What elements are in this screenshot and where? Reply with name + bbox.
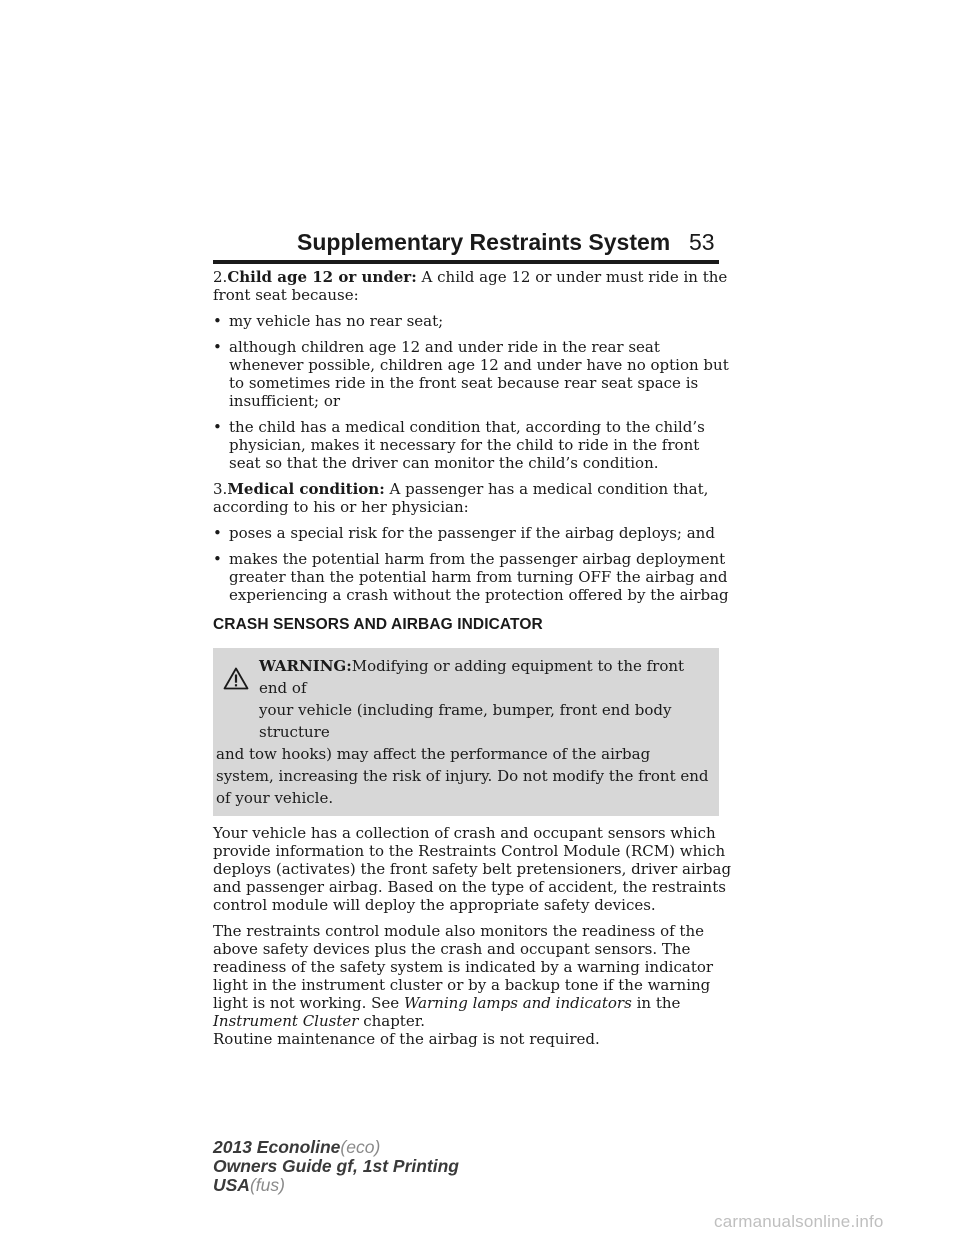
footer-market-code: (fus) <box>249 1175 285 1195</box>
warning-rest: and tow hooks) may affect the performance of the airbag system, increasing the risk of injury. Do not modify the front end of your vehicle. <box>216 745 709 807</box>
warning-box <box>213 648 719 816</box>
medical-condition-title: Medical condition: <box>227 480 385 498</box>
medical-condition-paragraph <box>213 480 733 516</box>
warning-lamps-reference: Warning lamps and indicators <box>403 994 632 1012</box>
footer-model-code: (eco) <box>340 1137 381 1157</box>
warning-triangle-icon <box>213 655 259 743</box>
bullet-dot: • <box>213 418 222 436</box>
sensors-paragraph: Your vehicle has a collection of crash and occupant sensors which provide information to the Restraints Control Module (RCM) which deploys (activates) the front safety belt pretensioners, driver airbag and passenger airbag. Based on the type of accident, the restraints control module will deploy the appropriate safety devices. <box>213 824 732 914</box>
crash-sensors-heading: CRASH SENSORS AND AIRBAG INDICATOR <box>213 616 543 633</box>
bullet-dot: • <box>213 312 222 330</box>
list-item: • the child has a medical condition that, according to the child’s physician, makes it necessary for the child to ride in the front seat so that the driver can monitor the child’s condition. <box>213 418 705 472</box>
child-age-text: A child age 12 or under must ride in the front seat because: <box>213 268 728 304</box>
item-number: 3. <box>213 480 228 498</box>
footer-guide: Owners Guide gf, 1st Printing <box>213 1156 459 1176</box>
footer-edition-info <box>213 1138 459 1195</box>
child-age-bullet-list <box>213 312 733 472</box>
maintenance-note: Routine maintenance of the airbag is not required. <box>213 1030 600 1048</box>
medical-condition-bullet-list <box>213 524 733 604</box>
list-item: • although children age 12 and under ride in the rear seat whenever possible, children age 12 and under have no option but to sometimes ride in the front seat because rear seat space is insufficient; or <box>213 338 729 410</box>
instrument-cluster-reference: Instrument Cluster <box>213 1012 359 1030</box>
child-age-paragraph <box>213 268 733 304</box>
medical-condition-text: A passenger has a medical condition that, according to his or her physician: <box>213 480 709 516</box>
page-number: 53 <box>689 229 715 255</box>
bullet-dot: • <box>213 550 222 568</box>
page-header-title: Supplementary Restraints System <box>297 229 671 255</box>
list-item: • my vehicle has no rear seat; <box>213 312 444 330</box>
footer-market: USA <box>213 1175 250 1195</box>
bullet-dot: • <box>213 524 222 542</box>
footer-model: 2013 Econoline <box>213 1137 341 1157</box>
warning-label: WARNING: <box>259 657 352 675</box>
child-age-title: Child age 12 or under: <box>227 268 417 286</box>
list-item: • poses a special risk for the passenger if the airbag deploys; and <box>213 524 715 542</box>
header-divider <box>213 260 719 264</box>
readiness-paragraph: The restraints control module also monitors the readiness of the above safety devices plus the crash and occupant sensors. The readiness of the safety system is indicated by a warning indicator light in the instrument cluster or by a backup tone if the warning light is not working. See Warning lamps and indicators in the Instrument Cluster chapter. Routine maintenance of the airbag is not required. <box>213 922 714 1048</box>
warning-line-1: Modifying or adding equipment to the front end of <box>259 657 685 697</box>
list-item: • makes the potential harm from the passenger airbag deployment greater than the potential harm from turning OFF the airbag and experiencing a crash without the protection offered by the airbag <box>213 550 729 604</box>
warning-line-2: your vehicle (including frame, bumper, front end body structure <box>259 701 672 741</box>
watermark-text: carmanualsonline.info <box>714 1212 884 1231</box>
item-number: 2. <box>213 268 228 286</box>
page-body <box>213 268 733 1056</box>
bullet-dot: • <box>213 338 222 356</box>
